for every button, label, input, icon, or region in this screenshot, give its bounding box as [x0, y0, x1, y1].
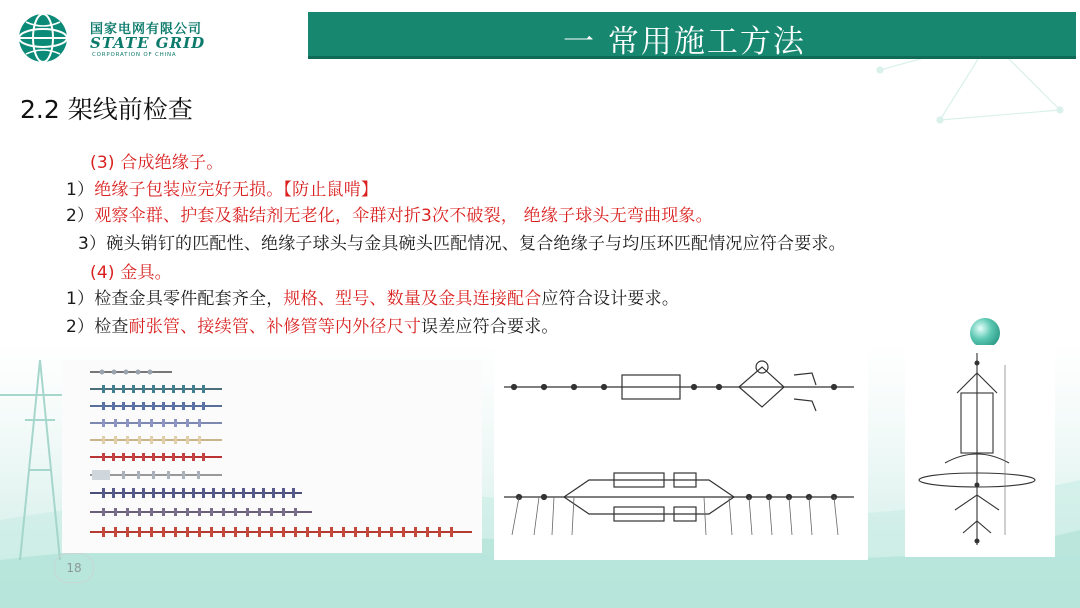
fittings-schematic	[494, 345, 868, 560]
suspension-schematic	[905, 345, 1055, 557]
item-composite-insulator: (3) 合成绝缘子。	[90, 153, 224, 173]
plain-text: 误差应符合要求。	[421, 317, 559, 337]
title-banner	[308, 12, 1076, 59]
check-item-packaging	[66, 175, 378, 200]
check-item-matching: 3）碗头销钉的匹配性、绝缘子球头与金具碗头匹配情况、复合绝缘子与均压环匹配情况应符合要求。	[78, 234, 846, 254]
globe-icon	[12, 10, 74, 65]
state-grid-logo	[12, 10, 242, 65]
highlight-text: 规格、型号、数量及金具连接配合	[283, 289, 542, 309]
check-item-tube-dimensions	[66, 312, 559, 337]
highlight-text: 绝缘子包装应完好无损。【防止鼠啃】	[94, 180, 379, 200]
plain-text: 1）检查金具零件配套齐全，	[66, 289, 284, 309]
decorative-orb	[970, 318, 1000, 348]
logo-english-name: STATE GRID	[90, 34, 206, 52]
logo-subtitle: CORPORATION OF CHINA	[92, 52, 177, 58]
grading-ring-drawing	[905, 345, 1055, 557]
item-fittings: (4) 金具。	[90, 263, 172, 283]
item-number: 2）	[66, 206, 95, 226]
banner-title: 一 常用施工方法	[563, 24, 806, 60]
plain-text: 应符合设计要求。	[541, 289, 680, 309]
insulator-illustration	[62, 360, 482, 553]
highlight-text: 耐张管、接续管、补修管等内外径尺寸	[128, 317, 422, 337]
highlight-text: 观察伞群、护套及黏结剂无老化，伞群对折3次不破裂， 绝缘子球头无弯曲现象。	[94, 206, 713, 226]
page-number: 18	[54, 553, 94, 583]
item-number: 1）	[66, 180, 95, 200]
check-item-fittings-parts	[66, 284, 679, 309]
plain-text: 2）检查	[66, 317, 129, 337]
insulator-photo	[62, 360, 482, 553]
tension-string-drawing	[494, 345, 868, 560]
check-item-aging	[66, 201, 713, 226]
logo-chinese-name: 国家电网有限公司	[90, 22, 203, 37]
section-title: 2.2 架线前检查	[20, 95, 193, 124]
